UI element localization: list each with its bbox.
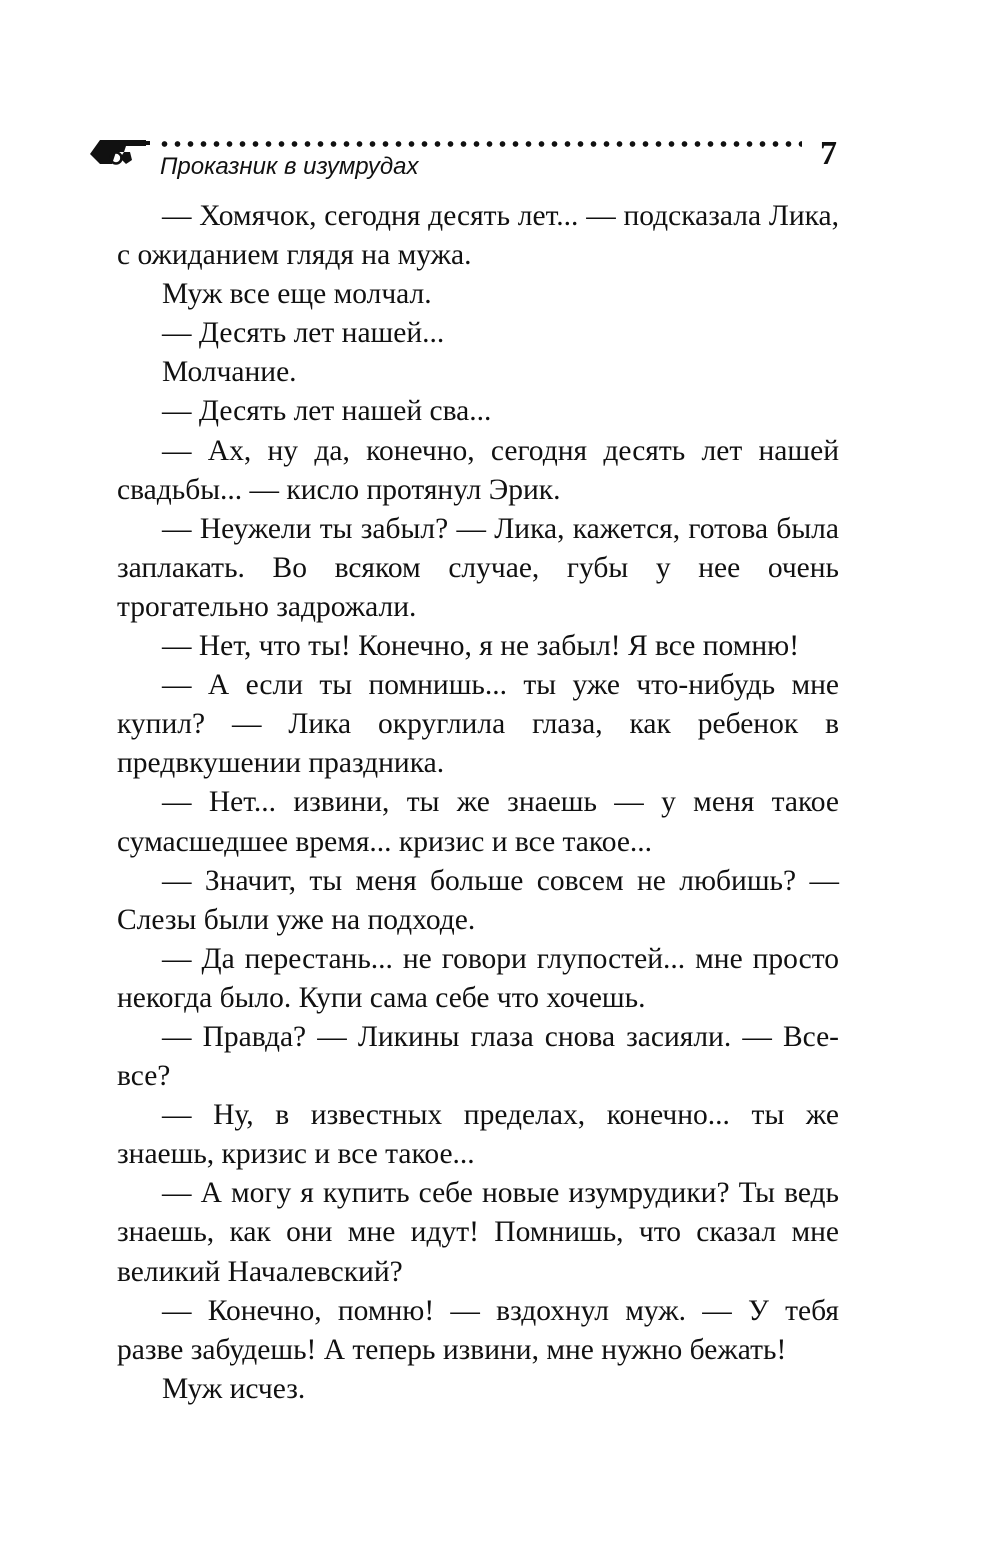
paragraph: — Неужели ты забыл? — Лика, кажется, готова была заплакать. Во всяком случае, губы у нее очень трогательно задрожали. [117, 512, 839, 623]
body-text [117, 197, 839, 1409]
paragraph: — Десять лет нашей... [162, 317, 445, 350]
paragraph: — Хомячок, сегодня десять лет... — подсказала Лика, с ожиданием глядя на мужа. [117, 200, 839, 272]
page-header [86, 126, 846, 186]
paragraph: — Да перестань... не говори глупостей... мне просто некогда было. Купи сама себе что хочешь. [117, 942, 839, 1014]
paragraph: — Конечно, помню! — вздохнул муж. — У тебя разве забудешь! А теперь извини, мне нужно бежать! [117, 1294, 839, 1366]
paragraph: — Нет... извини, ты же знаешь — у меня такое сумасшедшее время... кризис и все такое... [117, 786, 839, 858]
revolver-icon [86, 130, 158, 174]
paragraph: Муж все еще молчал. [162, 278, 432, 311]
running-title: Проказник в изумрудах [160, 153, 419, 180]
page-number: 7 [820, 135, 837, 172]
paragraph: Муж исчез. [162, 1372, 306, 1405]
paragraph: — Значит, ты меня больше совсем не любишь? — Слезы были уже на подходе. [117, 864, 839, 936]
paragraph: — Ну, в известных пределах, конечно... ты же знаешь, кризис и все такое... [117, 1099, 839, 1171]
paragraph: Молчание. [162, 356, 297, 389]
paragraph: — Десять лет нашей сва... [162, 395, 492, 428]
dotted-rule [158, 140, 802, 148]
paragraph: — Ах, ну да, конечно, сегодня десять лет нашей свадьбы... — кисло протянул Эрик. [117, 434, 839, 506]
paragraph: — Правда? — Ликины глаза снова засияли. — Все-все? [117, 1020, 839, 1093]
paragraph: — А могу я купить себе новые изумрудики? Ты ведь знаешь, как они мне идут! Помнишь, что сказал мне великий Началевский? [117, 1177, 839, 1288]
paragraph: — А если ты помнишь... ты уже что-нибудь мне купил? — Лика округлила глаза, как ребенок в предвкушении праздника. [117, 669, 839, 780]
paragraph: — Нет, что ты! Конечно, я не забыл! Я все помню! [162, 630, 800, 663]
